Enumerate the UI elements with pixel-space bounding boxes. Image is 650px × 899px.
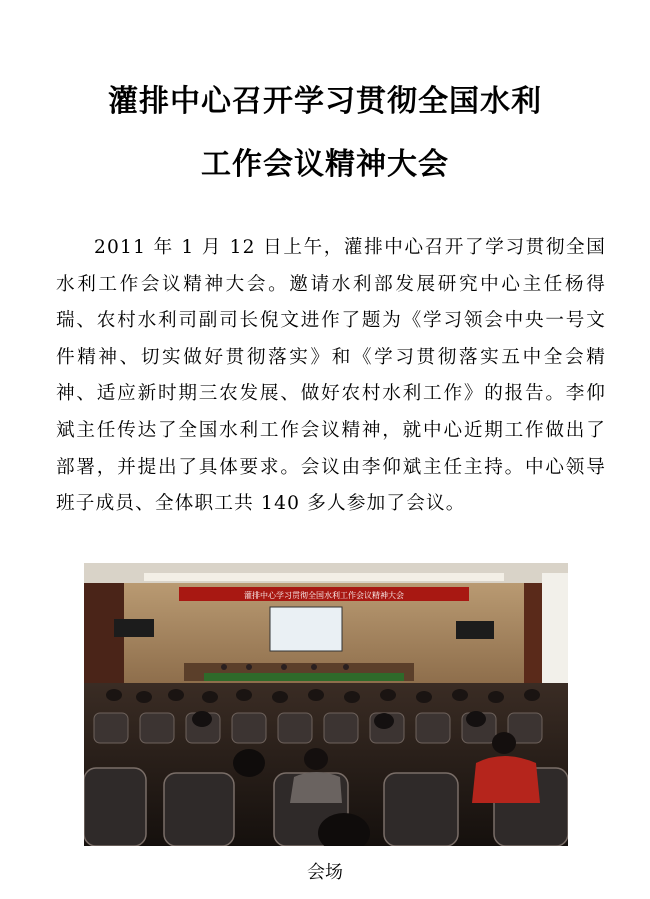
- photo-caption: 会场: [307, 862, 343, 883]
- body-paragraph: 2011 年 1 月 12 日上午，灌排中心召开了学习贯彻全国水利工作会议精神大会。邀请水利部发展研究中心主任杨得瑞、农村水利司副司长倪文进作了题为《学习领会中央一号文件精神、切实做好贯彻落实》和《学习贯彻落实五中全会精神、适应新时期三农发展、做好农村水利工作》的报告。李仰斌主任传达了全国水利工作会议精神，就中心近期工作做出了部署，并提出了具体要求。会议由李仰斌主任主持。中心领导班子成员、全体职工共 140 多人参加了会议。: [56, 237, 606, 515]
- document-title-line-2: 工作会议精神大会: [201, 147, 449, 182]
- document-title-line-1: 灌排中心召开学习贯彻全国水利: [108, 84, 542, 119]
- banner-text: 灌排中心学习贯彻全国水利工作会议精神大会: [244, 591, 404, 600]
- meeting-hall-photo: [84, 563, 568, 846]
